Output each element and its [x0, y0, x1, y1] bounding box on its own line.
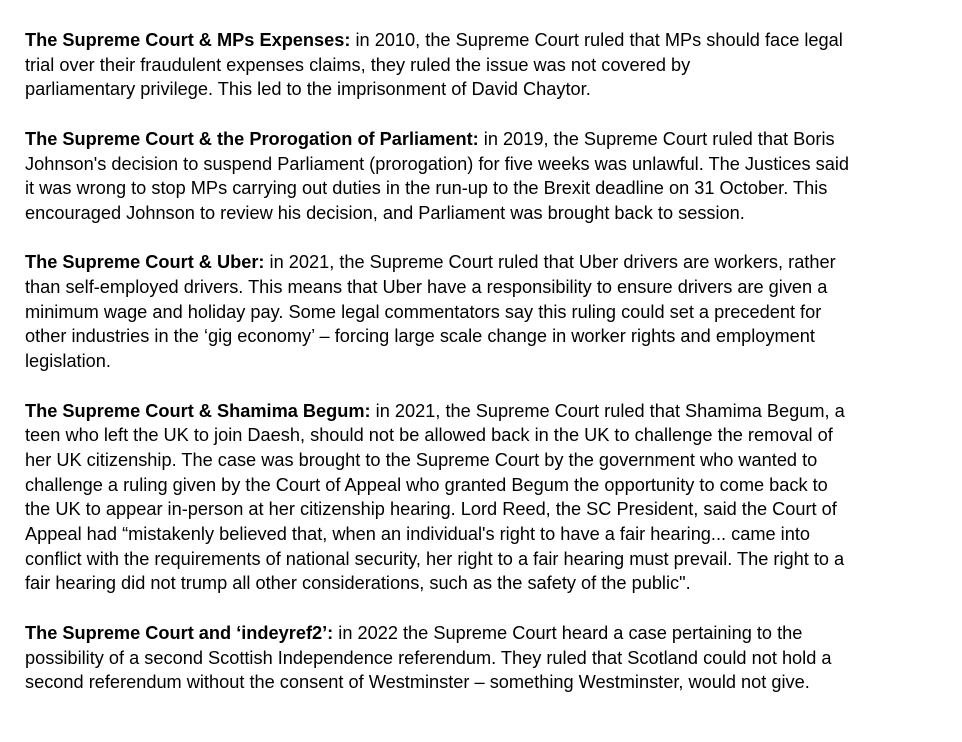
paragraph-line: parliamentary privilege. This led to the imprisonment of David Chaytor. [25, 79, 591, 100]
paragraph-title: The Supreme Court & MPs Expenses: [25, 30, 351, 50]
paragraph-line: teen who left the UK to join Daesh, should not be allowed back in the UK to challenge the removal of [25, 425, 833, 446]
paragraph-line: Johnson's decision to suspend Parliament (prorogation) for five weeks was unlawful. The Justices said [25, 153, 850, 174]
document-body [25, 28, 960, 720]
paragraph-prorogation [25, 127, 960, 226]
paragraph-title: The Supreme Court & the Prorogation of Parliament: [25, 128, 479, 149]
paragraph-line: possibility of a second Scottish Independence referendum. They ruled that Scotland could not hold a [25, 647, 832, 668]
paragraph-line [25, 399, 960, 424]
paragraph-shamima-begum [25, 399, 960, 597]
paragraph-line: minimum wage and holiday pay. Some legal commentators say this ruling could set a precedent for [25, 301, 822, 322]
paragraph-line: conflict with the requirements of national security, her right to a fair hearing must prevail. The right to a [25, 548, 845, 569]
paragraph-line: legislation. [25, 351, 111, 372]
paragraph-line: it was wrong to stop MPs carrying out duties in the run-up to the Brexit deadline on 31 October. This [25, 178, 828, 199]
paragraph-line: fair hearing did not trump all other considerations, such as the safety of the public". [25, 573, 691, 594]
paragraph-text: in 2022 the Supreme Court heard a case pertaining to the [333, 622, 803, 643]
paragraph-title: The Supreme Court & Shamima Begum: [25, 400, 371, 421]
paragraph-line: her UK citizenship. The case was brought to the Supreme Court by the government who wanted to [25, 449, 818, 470]
paragraph-text: in 2010, the Supreme Court ruled that MPs should face legal [350, 30, 843, 50]
paragraph-line: the UK to appear in-person at her citizenship hearing. Lord Reed, the SC President, said the Court of [25, 499, 837, 520]
paragraph-title: The Supreme Court & Uber: [25, 252, 265, 273]
paragraph-line: than self-employed drivers. This means that Uber have a responsibility to ensure drivers are given a [25, 277, 828, 297]
paragraph-line [25, 250, 960, 275]
paragraph-mps-expenses [25, 28, 960, 102]
paragraph-line: Appeal had “mistakenly believed that, when an individual's right to have a fair hearing... came into [25, 524, 810, 545]
paragraph-text: in 2021, the Supreme Court ruled that Shamima Begum, a [370, 400, 845, 421]
paragraph-title: The Supreme Court and ‘indeyref2’: [25, 622, 334, 643]
paragraph-line: second referendum without the consent of Westminster – something Westminster, would not give. [25, 672, 810, 693]
paragraph-line: encouraged Johnson to review his decision, and Parliament was brought back to session. [25, 202, 745, 223]
paragraph-line: other industries in the ‘gig economy’ – forcing large scale change in worker rights and employment [25, 326, 815, 347]
paragraph-line [25, 28, 960, 53]
paragraph-line: trial over their fraudulent expenses claims, they ruled the issue was not covered by [25, 54, 691, 75]
paragraph-line [25, 621, 960, 646]
paragraph-text: in 2019, the Supreme Court ruled that Boris [478, 128, 835, 149]
paragraph-line: challenge a ruling given by the Court of Appeal who granted Begum the opportunity to come back to [25, 474, 828, 495]
paragraph-line [25, 127, 960, 152]
paragraph-indeyref2 [25, 621, 960, 695]
paragraph-uber [25, 250, 960, 374]
paragraph-text: in 2021, the Supreme Court ruled that Uber drivers are workers, rather [264, 252, 836, 273]
